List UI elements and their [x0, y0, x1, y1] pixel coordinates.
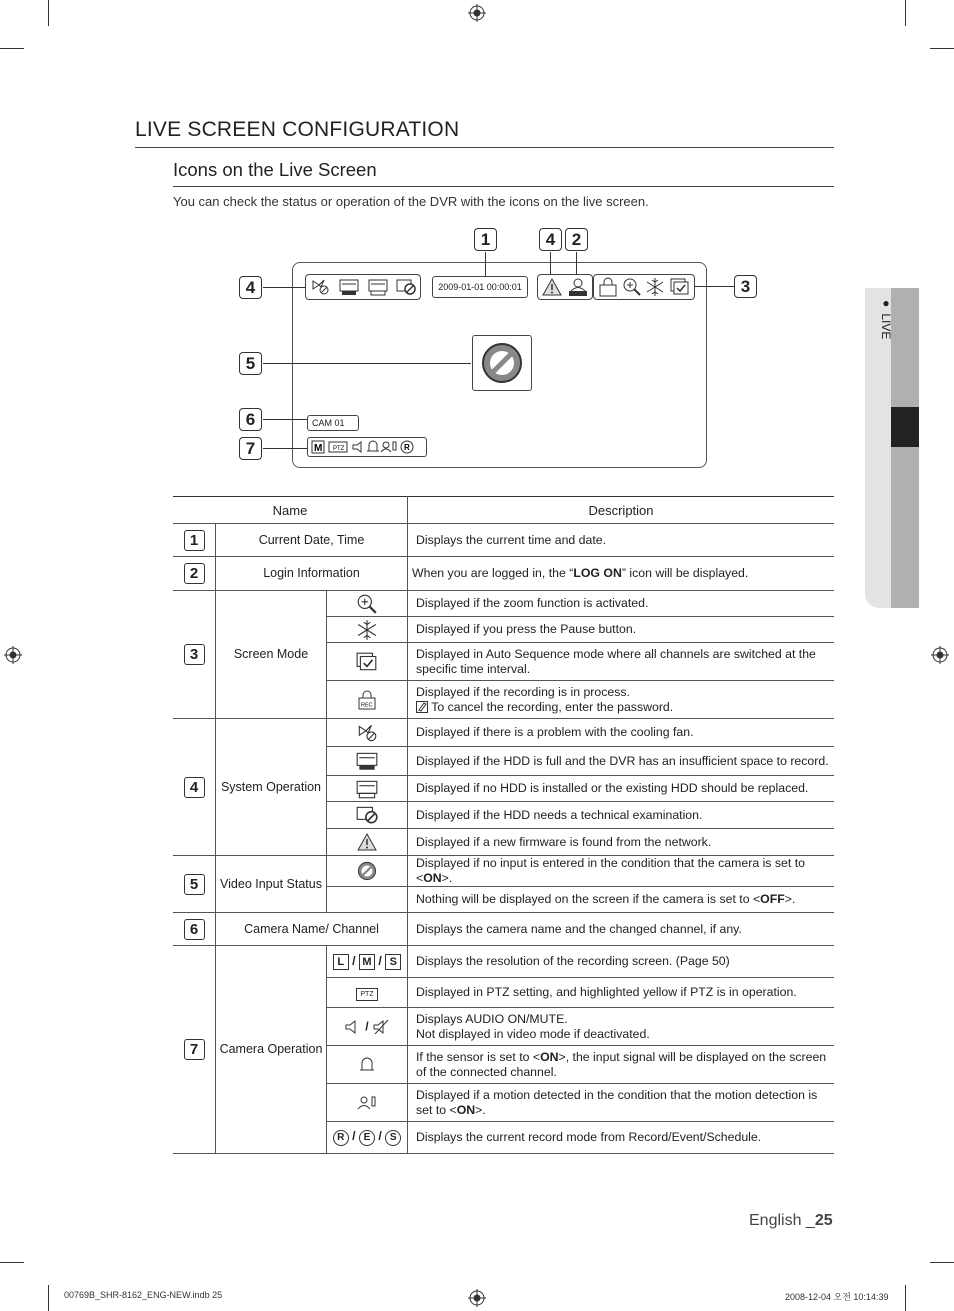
note-icon — [416, 701, 428, 713]
system-icons-bar — [305, 274, 421, 300]
title-rule — [135, 147, 834, 148]
leader-line — [263, 419, 307, 420]
row-description — [408, 1084, 835, 1122]
resolution-m-icon: M — [359, 954, 375, 970]
no-hdd-icon — [367, 278, 389, 296]
off-label: OFF — [760, 892, 785, 906]
row-name: Screen Mode — [216, 591, 327, 719]
video-input-status-box — [472, 335, 532, 391]
crop-mark — [48, 0, 49, 26]
table-row — [173, 591, 834, 617]
camera-name-label: CAM 01 — [307, 415, 359, 431]
on-label: ON — [456, 1102, 476, 1117]
row-description: Displays the current time and date. — [408, 524, 835, 557]
crop-mark — [930, 1262, 954, 1263]
table-row — [173, 524, 834, 557]
row-description: Displays the current record mode from Record/Event/Schedule. — [408, 1122, 835, 1154]
desc-text: Displayed if no input is entered in the condition that the camera is set to < — [416, 856, 805, 885]
log-on-icon — [567, 277, 589, 297]
auto-sequence-icon — [670, 278, 690, 296]
svg-text:PTZ: PTZ — [333, 446, 345, 452]
ptz-icon: PTZ — [356, 988, 378, 1001]
row-description: Displayed if a new firmware is found from the network. — [408, 829, 835, 856]
separator: / — [378, 953, 382, 968]
table-row — [173, 913, 834, 946]
table-row — [173, 946, 834, 978]
section-title: Icons on the Live Screen — [173, 159, 377, 180]
row-description: Displays the resolution of the recording screen. (Page 50) — [408, 946, 835, 978]
crop-mark — [48, 1285, 49, 1311]
row-number: 4 — [184, 777, 205, 798]
leader-line — [550, 252, 551, 274]
crop-mark — [0, 48, 24, 49]
row-name: Camera Name/ Channel — [216, 913, 408, 946]
row-description: Displays the camera name and the changed channel, if any. — [408, 913, 835, 946]
rec-lock-icon — [356, 689, 378, 711]
registration-mark-icon — [4, 646, 22, 664]
hdd-check-icon — [395, 278, 417, 296]
pause-snowflake-icon — [645, 277, 665, 297]
row-number: 5 — [184, 874, 205, 895]
registration-mark-icon — [931, 646, 949, 664]
fan-error-icon — [356, 723, 378, 743]
date-time-display: 2009-01-01 00:00:01 — [432, 276, 528, 298]
camera-operation-icons — [311, 440, 423, 454]
row-description: Displayed in PTZ setting, and highlighted yellow if PTZ is in operation. — [408, 978, 835, 1008]
screen-mode-bar — [593, 274, 695, 300]
crop-mark — [0, 1262, 24, 1263]
chapter-tab-strip — [891, 288, 919, 608]
callout-3: 3 — [734, 275, 757, 298]
section-rule — [173, 186, 834, 187]
separator: / — [352, 953, 356, 968]
row-number: 7 — [184, 1039, 205, 1060]
rec-lock-icon — [597, 277, 619, 297]
leader-line — [263, 363, 471, 364]
svg-text:R: R — [404, 443, 410, 452]
column-header-description: Description — [408, 497, 835, 524]
hdd-full-icon — [338, 278, 360, 296]
resolution-icons — [327, 946, 408, 978]
icon-description-table — [173, 496, 834, 1154]
record-mode-icons — [327, 1122, 408, 1154]
callout-2: 2 — [565, 228, 588, 251]
resolution-s-icon: S — [385, 954, 401, 970]
leader-line — [263, 287, 305, 288]
language-label: English _ — [749, 1212, 815, 1229]
desc-text: >. — [441, 871, 453, 885]
row-description-2: Not displayed in video mode if deactivated. — [416, 1026, 650, 1041]
desc-text: Displayed if a motion detected in the condition that the motion detection is set to < — [416, 1087, 818, 1117]
sensor-icon — [358, 1057, 376, 1073]
rec-label: REC — [361, 702, 373, 708]
desc-text: >. — [475, 1102, 486, 1117]
on-label: ON — [423, 871, 442, 885]
hdd-full-icon — [355, 751, 379, 771]
callout-5: 5 — [239, 352, 262, 375]
audio-mute-icon — [372, 1019, 390, 1035]
record-e-icon: E — [359, 1130, 375, 1146]
crop-mark — [905, 0, 906, 26]
separator: / — [365, 1018, 369, 1033]
row-description — [408, 856, 835, 887]
column-header-name: Name — [173, 497, 408, 524]
desc-text: When you are logged in, the “ — [412, 566, 574, 580]
row-name: Current Date, Time — [216, 524, 408, 557]
row-number: 2 — [184, 563, 205, 584]
callout-1: 1 — [474, 228, 497, 251]
page-number-value: 25 — [814, 1212, 833, 1229]
leader-line — [485, 252, 486, 276]
pause-snowflake-icon — [356, 619, 378, 641]
row-name: Video Input Status — [216, 856, 327, 913]
firmware-login-bar — [537, 274, 593, 300]
record-r-icon: R — [333, 1130, 349, 1146]
row-description: Displayed if the zoom function is activated. — [408, 591, 835, 617]
on-label: ON — [540, 1049, 559, 1064]
chapter-tab-label: ● LIVE — [879, 296, 893, 340]
no-hdd-icon — [355, 779, 379, 799]
registration-mark-icon — [468, 4, 486, 22]
row-description: Displayed if no HDD is installed or the existing HDD should be replaced. — [408, 776, 835, 802]
record-s-icon: S — [385, 1130, 401, 1146]
row-number: 6 — [184, 919, 205, 940]
callout-7: 7 — [239, 437, 262, 460]
crop-mark — [930, 48, 954, 49]
no-input-icon — [480, 341, 524, 385]
table-row — [173, 557, 834, 591]
camera-operation-bar — [307, 437, 427, 457]
row-description — [408, 557, 835, 591]
page-number — [749, 1212, 833, 1230]
svg-text:M: M — [314, 443, 323, 454]
table-row — [173, 856, 834, 887]
leader-line — [694, 286, 734, 287]
row-description — [408, 887, 835, 913]
print-timestamp: 2008-12-04 오전 10:14:39 — [785, 1292, 889, 1302]
row-description: Displayed if the HDD needs a technical examination. — [408, 802, 835, 829]
table-row — [173, 719, 834, 747]
row-description: Displayed if the HDD is full and the DVR has an insufficient space to record. — [408, 747, 835, 776]
row-description: Displayed in Auto Sequence mode where all channels are switched at the specific time interval. — [408, 643, 835, 681]
auto-sequence-icon — [356, 652, 378, 672]
page-title: LIVE SCREEN CONFIGURATION — [135, 118, 460, 141]
audio-on-icon — [344, 1019, 362, 1035]
registration-mark-icon — [468, 1289, 486, 1307]
warning-icon — [356, 832, 378, 852]
row-name: Login Information — [216, 557, 408, 591]
row-description: Displays AUDIO ON/MUTE. — [416, 1011, 568, 1026]
warning-icon — [541, 277, 563, 297]
fan-error-icon — [310, 278, 330, 296]
callout-6: 6 — [239, 408, 262, 431]
callout-4: 4 — [239, 276, 262, 299]
separator: / — [378, 1129, 382, 1143]
row-name: Camera Operation — [216, 946, 327, 1154]
desc-text: >, the input signal will be displayed on the screen of the connected channel. — [416, 1049, 827, 1079]
row-number: 1 — [184, 530, 205, 551]
leader-line — [263, 448, 307, 449]
separator: / — [352, 1129, 356, 1143]
chapter-tab-marker — [891, 407, 919, 447]
row-name: System Operation — [216, 719, 327, 856]
file-info: 00769B_SHR-8162_ENG-NEW.indb 25 — [64, 1290, 223, 1300]
row-description: Displayed if you press the Pause button. — [408, 617, 835, 643]
desc-text: Nothing will be displayed on the screen if the camera is set to < — [416, 892, 761, 906]
zoom-icon — [622, 277, 642, 297]
note-text: To cancel the recording, enter the password. — [431, 699, 674, 714]
desc-text: >. — [784, 892, 796, 906]
callout-4-top: 4 — [539, 228, 562, 251]
table-header-row — [173, 497, 834, 524]
zoom-icon — [356, 593, 378, 615]
row-description: Displayed if there is a problem with the cooling fan. — [408, 719, 835, 747]
row-description: Displayed if the recording is in process. — [416, 684, 630, 699]
row-number: 3 — [184, 644, 205, 665]
no-input-icon — [357, 861, 377, 881]
crop-mark — [905, 1285, 906, 1311]
motion-icon — [357, 1095, 377, 1111]
leader-line — [576, 252, 577, 274]
log-on-label: LOG ON — [573, 566, 622, 580]
desc-text: If the sensor is set to < — [416, 1049, 541, 1064]
hdd-check-icon — [355, 805, 379, 825]
intro-text: You can check the status or operation of the DVR with the icons on the live screen. — [173, 194, 649, 209]
row-description — [408, 1046, 835, 1084]
desc-text: ” icon will be displayed. — [621, 566, 749, 580]
resolution-l-icon: L — [333, 954, 349, 970]
